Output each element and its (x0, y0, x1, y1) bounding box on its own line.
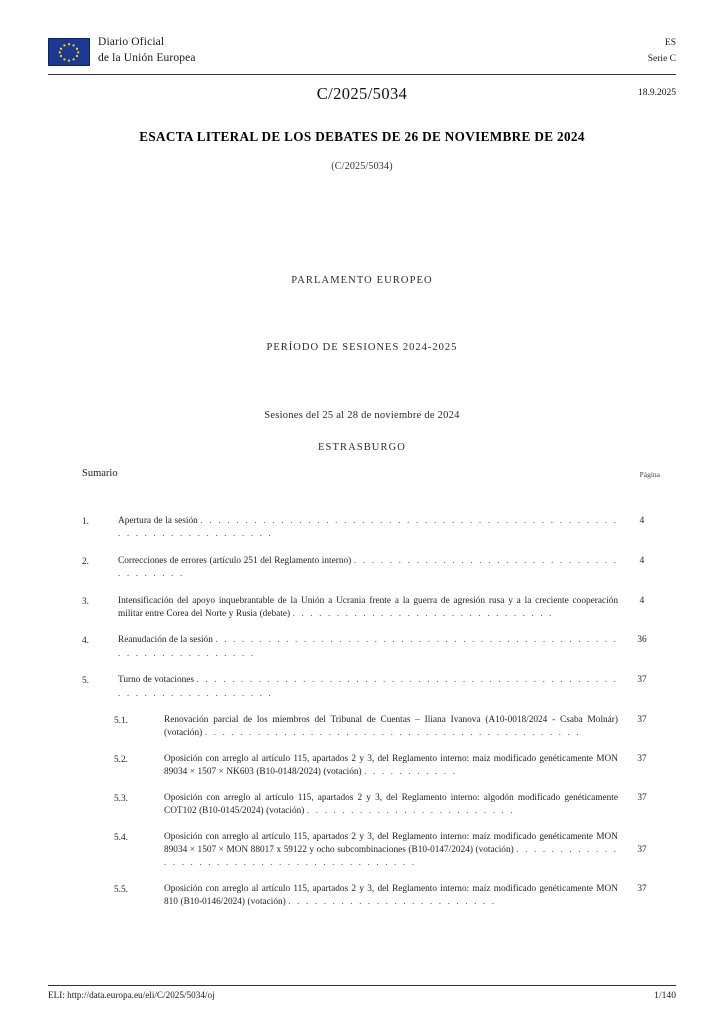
toc-entry-number: 5.4. (114, 832, 128, 843)
toc-entry-label: Oposición con arreglo al artículo 115, apartados 2 y 3, del Reglamento interno: maíz modificado genéticamente MON 89034 × 1507 × MON 88017 x 59122 y ocho subcombinaciones (B10-0147/2024) (votación) (164, 831, 618, 855)
toc-entry-text (164, 831, 624, 871)
page-footer (48, 990, 676, 1006)
toc-entry-text (164, 753, 624, 780)
toc-entry-page: 4 (639, 555, 645, 566)
toc-entry-number: 5.1. (114, 716, 128, 727)
institution-city: ESTRASBURGO (318, 442, 406, 453)
toc-dot-leader: . . . . . . . . . . . . . . . . . . . . . . . . . . . . . . (292, 609, 554, 620)
institution-parliament: PARLAMENTO EUROPEO (291, 275, 433, 286)
language-series-block (648, 36, 676, 67)
toc-entry[interactable] (82, 714, 660, 741)
toc-entry-number: 4. (82, 636, 89, 647)
toc-entry-label: Renovación parcial de los miembros del Tribunal de Cuentas – Iliana Ivanova (A10-0018/2024 - Csaba Molnár) (votación) (164, 715, 618, 739)
toc-dot-leader: . . . . . . . . . . . . . . . . . . . . . . . . . . . . . . . . . . . . . . . . . . . . . . . . . . . . . . . . . . . . . . . . . (118, 516, 618, 540)
toc-entry[interactable] (82, 634, 660, 661)
masthead (48, 36, 676, 70)
page-indicator: 1/140 (654, 990, 676, 1001)
toc-entry-label: Oposición con arreglo al artículo 115, apartados 2 y 3, del Reglamento interno: algodón modificado genéticamente COT102 (B10-0145/2024) (votación) (164, 792, 618, 817)
toc-entry-text (118, 555, 624, 582)
toc-entry-number: 1. (82, 517, 89, 527)
toc-entry-text (164, 792, 624, 819)
toc-entry[interactable] (82, 595, 660, 622)
toc-entry-text (118, 515, 624, 542)
institution-sessions: Sesiones del 25 al 28 de noviembre de 2024 (264, 410, 460, 421)
toc-entry[interactable] (82, 674, 660, 701)
toc-entry-page: 4 (639, 516, 645, 526)
eli-link[interactable]: ELI: http://data.europa.eu/eli/C/2025/5034/oj (48, 990, 215, 1000)
toc-dot-leader: . . . . . . . . . . . . . . . . . . . . . . . . . . . . . . . . . . . . . . . . . . . (204, 728, 581, 739)
toc-entry-number: 5.2. (114, 754, 128, 765)
toc-dot-leader: . . . . . . . . . . . . . . . . . . . . . . . . . . . . . . . . . . . . . . . . . (164, 844, 618, 869)
document-id-row (48, 84, 676, 106)
toc-entry-number: 2. (82, 556, 89, 567)
toc-dot-leader: . . . . . . . . . . . (364, 767, 457, 778)
toc-entry-text (118, 595, 624, 622)
toc-entry-page: 37 (637, 675, 647, 686)
toc-dot-leader: . . . . . . . . . . . . . . . . . . . . . . . . . . . . . . . . . . . . . . . . . . . . . . . . . . . . . . . . . . . . . . (118, 635, 618, 659)
toc-entry[interactable] (82, 831, 660, 871)
toc-entry-label: Turno de votaciones (118, 675, 195, 686)
eu-flag-icon (48, 38, 90, 66)
toc-dot-leader: . . . . . . . . . . . . . . . . . . . . . . . . (288, 897, 497, 908)
toc-entry-text (164, 883, 624, 910)
journal-title-line2: de la Unión Europea (98, 51, 196, 64)
toc-entry-label: Oposición con arreglo al artículo 115, apartados 2 y 3, del Reglamento interno: maíz modificado genéticamente MON 89034 × 1507 × NK603 (B10-0148/2024) (votación) (164, 753, 618, 778)
toc-entry-page: 37 (637, 715, 647, 726)
institution-period: PERÍODO DE SESIONES 2024-2025 (266, 342, 458, 353)
toc-entry-page: 4 (639, 595, 645, 606)
toc-entry-label: Apertura de la sesión (118, 516, 198, 526)
toc-entry-number: 5.5. (114, 884, 128, 895)
language-code: ES (664, 38, 676, 48)
toc-entry[interactable] (82, 515, 660, 542)
document-id: C/2025/5034 (316, 84, 408, 103)
publication-date: 18.9.2025 (638, 88, 676, 98)
toc-entry-label: Oposición con arreglo al artículo 115, apartados 2 y 3, del Reglamento interno: maíz modificado genéticamente MON 810 (B10-0146/2024) (votación) (164, 883, 618, 908)
toc-entry-label: Reanudación de la sesión (118, 635, 213, 646)
summary-label: Sumario (82, 468, 118, 479)
toc-dot-leader: . . . . . . . . . . . . . . . . . . . . . . . . . . . . . . . . . . . . . . . . . . . . . . . . . . . . . . . . . . . . . . . . . . (118, 675, 618, 699)
summary-header (82, 468, 660, 484)
page-title: ESACTA LITERAL DE LOS DEBATES DE 26 DE NOVIEMBRE DE 2024 (139, 129, 585, 144)
toc-entry-number: 5. (82, 676, 89, 687)
series-label: Serie C (647, 53, 676, 64)
footer-divider (48, 985, 676, 986)
toc-entry-page: 37 (637, 753, 647, 764)
toc-dot-leader: . . . . . . . . . . . . . . . . . . . . . . . . . . . . . . . . . . . . . . (118, 555, 618, 580)
toc-entry-page: 37 (637, 883, 647, 894)
toc-entry[interactable] (82, 792, 660, 819)
toc-entry-text (164, 714, 624, 741)
toc-entry[interactable] (82, 883, 660, 910)
page-column-label: Página (639, 470, 660, 479)
toc-entry-label: Correcciones de errores (artículo 251 del Reglamento interno) (118, 555, 352, 566)
toc-entry-number: 3. (82, 596, 89, 607)
journal-title-line1: Diario Oficial (98, 36, 165, 48)
toc-entry-text (118, 674, 624, 701)
toc-entry-page: 37 (637, 792, 647, 803)
journal-title (98, 35, 196, 66)
page-subtitle: (C/2025/5034) (331, 161, 393, 172)
toc-entry[interactable] (82, 555, 660, 582)
toc-entry-text (118, 634, 624, 661)
toc-dot-leader: . . . . . . . . . . . . . . . . . . . . . . . . (306, 806, 515, 817)
toc-entry-page: 36 (637, 635, 647, 646)
toc-entry-label: Intensificación del apoyo inquebrantable de la Unión a Ucrania frente a la guerra de agresión rusa y a la creciente cooperación militar entre Corea del Norte y Rusia (debate) (118, 595, 618, 620)
toc-entry-number: 5.3. (114, 793, 128, 804)
header-divider (48, 74, 676, 75)
toc-entry[interactable] (82, 753, 660, 780)
toc-entry-page: 37 (637, 844, 647, 855)
table-of-contents (82, 515, 660, 922)
